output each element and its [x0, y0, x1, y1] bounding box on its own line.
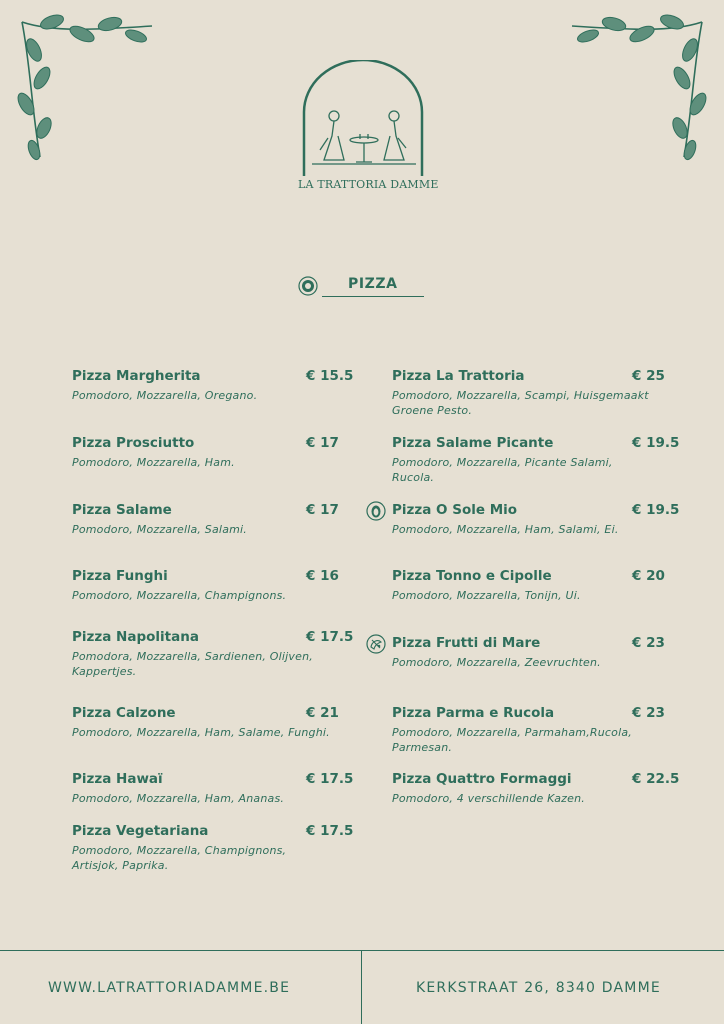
item-name: Pizza Margherita [72, 368, 201, 384]
item-description: Pomodoro, Mozzarella, Ham, Salame, Funghi. [72, 726, 330, 739]
item-description: Pomodoro, Mozzarella, Scampi, Huisgemaakt Groene Pesto. [392, 389, 649, 417]
item-name: Pizza Vegetariana [72, 823, 209, 839]
item-name: Pizza Calzone [72, 705, 176, 721]
logo-text: LA TRATTORIA DAMME [298, 178, 439, 191]
item-description: Pomodoro, Mozzarella, Tonijn, Ui. [392, 589, 581, 602]
item-price: € 17.5 [306, 823, 354, 839]
shellfish-icon [366, 634, 386, 654]
item-description: Pomodoro, Mozzarella, Champignons, Artisjok, Paprika. [72, 844, 287, 872]
footer-separator [361, 950, 362, 1024]
item-price: € 17 [306, 435, 339, 451]
item-price: € 23 [632, 635, 665, 651]
section-title: PIZZA [348, 276, 398, 292]
item-name: Pizza O Sole Mio [392, 502, 518, 518]
item-name: Pizza Hawaï [72, 771, 163, 787]
item-name: Pizza Frutti di Mare [392, 635, 541, 651]
item-name: Pizza Quattro Formaggi [392, 771, 572, 787]
item-name: Pizza La Trattoria [392, 368, 525, 384]
item-description: Pomodoro, Mozzarella, Ham. [72, 456, 235, 469]
website-link[interactable]: WWW.LATRATTORIADAMME.BE [48, 980, 291, 996]
item-name: Pizza Prosciutto [72, 435, 195, 451]
item-name: Pizza Funghi [72, 568, 168, 584]
item-price: € 17.5 [306, 629, 354, 645]
item-price: € 17 [306, 502, 339, 518]
item-price: € 17.5 [306, 771, 354, 787]
leaf-ornament-icon [562, 12, 712, 162]
item-name: Pizza Salame [72, 502, 172, 518]
item-price: € 16 [306, 568, 339, 584]
item-price: € 23 [632, 705, 665, 721]
item-description: Pomodoro, Mozzarella, Ham, Ananas. [72, 792, 285, 805]
item-price: € 22.5 [632, 771, 680, 787]
restaurant-logo [298, 60, 439, 195]
item-description: Pomodoro, Mozzarella, Parmaham,Rucola, Parmesan. [392, 726, 632, 754]
item-price: € 21 [306, 705, 339, 721]
pizza-coin-icon [298, 276, 318, 296]
item-name: Pizza Tonno e Cipolle [392, 568, 552, 584]
arch-logo-icon [298, 60, 428, 178]
egg-icon [366, 501, 386, 521]
item-description: Pomodoro, Mozzarella, Salami. [72, 523, 248, 536]
address-text: KERKSTRAAT 26, 8340 DAMME [416, 980, 661, 996]
item-description: Pomodoro, Mozzarella, Champignons. [72, 589, 287, 602]
item-name: Pizza Parma e Rucola [392, 705, 555, 721]
item-description: Pomodoro, Mozzarella, Ham, Salami, Ei. [392, 523, 619, 536]
item-description: Pomodora, Mozzarella, Sardienen, Olijven, Kappertjes. [72, 650, 313, 678]
item-price: € 15.5 [306, 368, 354, 384]
item-name: Pizza Napolitana [72, 629, 199, 645]
footer-divider [0, 950, 724, 951]
item-description: Pomodoro, Mozzarella, Oregano. [72, 389, 258, 402]
section-underline [322, 296, 424, 297]
item-price: € 19.5 [632, 502, 680, 518]
item-description: Pomodoro, Mozzarella, Zeevruchten. [392, 656, 601, 669]
item-price: € 19.5 [632, 435, 680, 451]
item-description: Pomodoro, Mozzarella, Picante Salami, Rucola. [392, 456, 613, 484]
item-price: € 25 [632, 368, 665, 384]
item-description: Pomodoro, 4 verschillende Kazen. [392, 792, 585, 805]
leaf-ornament-icon [12, 12, 162, 162]
item-name: Pizza Salame Picante [392, 435, 554, 451]
item-price: € 20 [632, 568, 665, 584]
